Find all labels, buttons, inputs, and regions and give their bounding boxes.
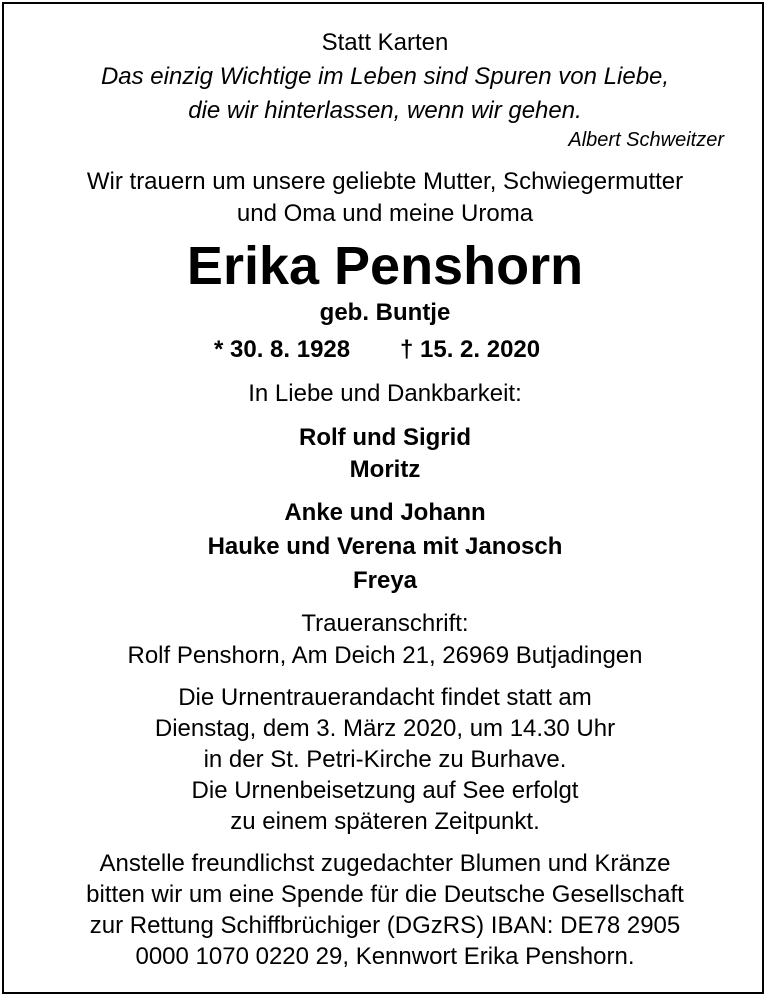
family-group bbox=[0, 422, 770, 486]
life-dates bbox=[0, 334, 770, 366]
service-line: Die Urnenbeisetzung auf See erfolgt bbox=[191, 777, 579, 804]
donation-line: bitten wir um eine Spende für die Deutsche Gesellschaft bbox=[86, 881, 684, 908]
thanks-text: In Liebe und Dankbarkeit: bbox=[248, 380, 522, 407]
family-group bbox=[0, 496, 770, 598]
header-text: Statt Karten bbox=[321, 29, 449, 56]
service-info bbox=[0, 682, 770, 837]
family-member: Freya bbox=[352, 567, 418, 594]
family-member: Anke und Johann bbox=[284, 499, 486, 526]
address-block bbox=[0, 608, 770, 672]
donation-line: 0000 1070 0220 29, Kennwort Erika Penshorn. bbox=[135, 943, 635, 970]
deceased-name: Erika Penshorn bbox=[186, 236, 584, 296]
donation-line: Anstelle freundlichst zugedachter Blumen und Kränze bbox=[99, 850, 671, 877]
death-date: † 15. 2. 2020 bbox=[400, 336, 541, 363]
service-line: in der St. Petri-Kirche zu Burhave. bbox=[203, 746, 567, 773]
donation-line: zur Rettung Schiffbrüchiger (DGzRS) IBAN: DE78 2905 bbox=[89, 912, 681, 939]
family-member: Moritz bbox=[349, 456, 421, 483]
service-line: zu einem späteren Zeitpunkt. bbox=[230, 808, 540, 835]
family-member: Hauke und Verena mit Janosch bbox=[207, 533, 563, 560]
quote-line: die wir hinterlassen, wenn wir gehen. bbox=[188, 97, 582, 124]
intro-line: Wir trauern um unsere geliebte Mutter, Schwiegermutter bbox=[86, 168, 684, 195]
family-member: Rolf und Sigrid bbox=[299, 424, 471, 451]
intro-text bbox=[0, 166, 770, 230]
address-label: Traueranschrift: bbox=[301, 610, 469, 637]
service-line: Dienstag, dem 3. März 2020, um 14.30 Uhr bbox=[154, 715, 616, 742]
maiden-name: geb. Buntje bbox=[319, 299, 451, 326]
donation-info bbox=[0, 848, 770, 972]
intro-line: und Oma und meine Uroma bbox=[236, 200, 534, 227]
birth-date: * 30. 8. 1928 bbox=[214, 336, 351, 363]
quote-author: Albert Schweitzer bbox=[568, 129, 724, 151]
quote bbox=[0, 60, 770, 128]
address-value: Rolf Penshorn, Am Deich 21, 26969 Butjadingen bbox=[127, 642, 643, 669]
quote-line: Das einzig Wichtige im Leben sind Spuren von Liebe, bbox=[100, 63, 670, 90]
service-line: Die Urnentrauerandacht findet statt am bbox=[178, 684, 592, 711]
